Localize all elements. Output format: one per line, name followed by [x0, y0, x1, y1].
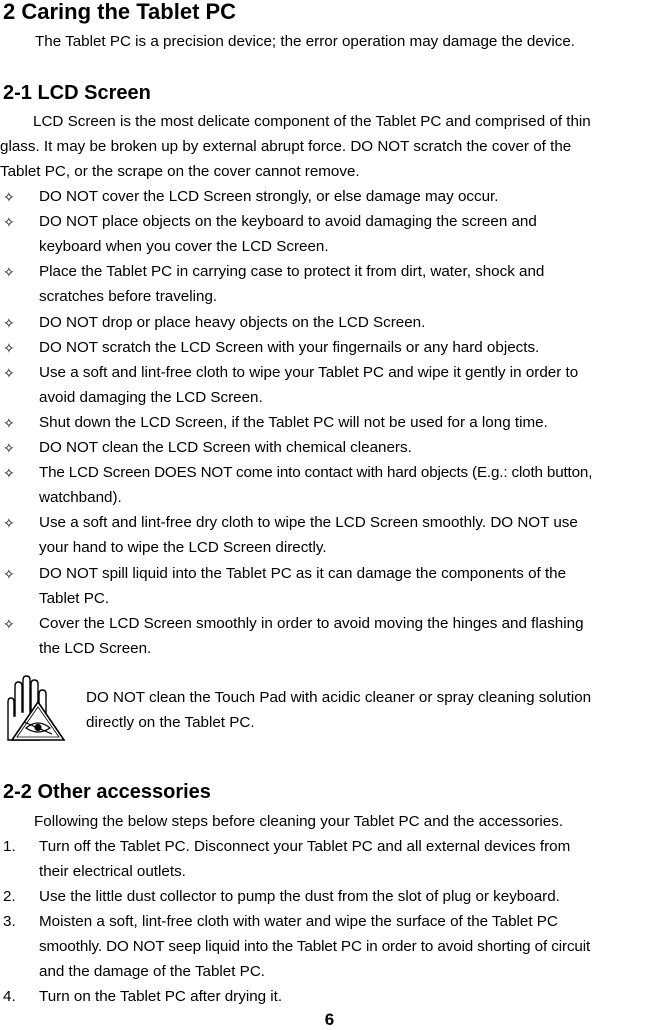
- warning-text-line-2: directly on the Tablet PC.: [86, 714, 255, 731]
- bullet-text: DO NOT place objects on the keyboard to avoid damaging the screen and: [39, 213, 537, 230]
- warning-text-line-1: DO NOT clean the Touch Pad with acidic cleaner or spray cleaning solution: [86, 689, 592, 706]
- diamond-bullet-icon: ✧: [3, 440, 15, 456]
- bullet-text: the LCD Screen.: [39, 640, 152, 657]
- diamond-bullet-icon: ✧: [3, 616, 15, 632]
- bullet-text: The LCD Screen DOES NOT come into contact with hard objects (E.g.: cloth button,: [39, 464, 593, 481]
- step-number: 1.: [3, 838, 16, 855]
- bullet-text: DO NOT scratch the LCD Screen with your fingernails or any hard objects.: [39, 339, 540, 356]
- step-number: 4.: [3, 988, 16, 1005]
- diamond-bullet-icon: ✧: [3, 465, 15, 481]
- diamond-bullet-icon: ✧: [3, 515, 15, 531]
- lcd-intro-line-1: LCD Screen is the most delicate component of the Tablet PC and comprised of thin: [33, 113, 591, 130]
- bullet-text: Use a soft and lint-free dry cloth to wipe the LCD Screen smoothly. DO NOT use: [39, 514, 578, 531]
- diamond-bullet-icon: ✧: [3, 566, 15, 582]
- section-title: 2 Caring the Tablet PC: [3, 0, 237, 24]
- page-number: 6: [324, 1010, 335, 1029]
- diamond-bullet-icon: ✧: [3, 189, 15, 205]
- bullet-text: scratches before traveling.: [39, 288, 218, 305]
- step-text: and the damage of the Tablet PC.: [39, 963, 266, 980]
- bullet-text: DO NOT spill liquid into the Tablet PC as it can damage the components of the: [39, 565, 567, 582]
- step-text: Moisten a soft, lint-free cloth with water and wipe the surface of the Tablet PC: [39, 913, 558, 930]
- step-text: smoothly. DO NOT seep liquid into the Tablet PC in order to avoid shorting of circuit: [39, 938, 591, 955]
- lcd-heading: 2-1 LCD Screen: [3, 82, 151, 104]
- step-text: their electrical outlets.: [39, 863, 186, 880]
- bullet-text: DO NOT cover the LCD Screen strongly, or else damage may occur.: [39, 188, 499, 205]
- step-text: Turn off the Tablet PC. Disconnect your Tablet PC and all external devices from: [39, 838, 571, 855]
- step-number: 3.: [3, 913, 16, 930]
- step-number: 2.: [3, 888, 16, 905]
- bullet-text: your hand to wipe the LCD Screen directly.: [39, 539, 327, 556]
- step-text: Use the little dust collector to pump the dust from the slot of plug or keyboard.: [39, 888, 560, 905]
- lcd-intro-line-2: glass. It may be broken up by external abrupt force. DO NOT scratch the cover of the: [0, 138, 572, 155]
- bullet-text: Cover the LCD Screen smoothly in order to avoid moving the hinges and flashing: [39, 615, 584, 632]
- diamond-bullet-icon: ✧: [3, 214, 15, 230]
- caution-hand-icon: [2, 672, 68, 742]
- bullet-text: avoid damaging the LCD Screen.: [39, 389, 263, 406]
- diamond-bullet-icon: ✧: [3, 365, 15, 381]
- bullet-text: watchband).: [39, 489, 122, 506]
- bullet-text: Use a soft and lint-free cloth to wipe your Tablet PC and wipe it gently in order to: [39, 364, 579, 381]
- diamond-bullet-icon: ✧: [3, 315, 15, 331]
- bullet-text: DO NOT drop or place heavy objects on the LCD Screen.: [39, 314, 426, 331]
- bullet-text: DO NOT clean the LCD Screen with chemical cleaners.: [39, 439, 412, 456]
- section-intro: The Tablet PC is a precision device; the error operation may damage the device.: [35, 33, 576, 50]
- diamond-bullet-icon: ✧: [3, 264, 15, 280]
- diamond-bullet-icon: ✧: [3, 415, 15, 431]
- accessories-intro: Following the below steps before cleaning your Tablet PC and the accessories.: [34, 813, 564, 830]
- bullet-text: Tablet PC.: [39, 590, 110, 607]
- bullet-text: keyboard when you cover the LCD Screen.: [39, 238, 329, 255]
- accessories-heading: 2-2 Other accessories: [3, 781, 211, 803]
- step-text: Turn on the Tablet PC after drying it.: [39, 988, 283, 1005]
- lcd-intro-line-3: Tablet PC, or the scrape on the cover cannot remove.: [0, 163, 360, 180]
- diamond-bullet-icon: ✧: [3, 340, 15, 356]
- bullet-text: Place the Tablet PC in carrying case to protect it from dirt, water, shock and: [39, 263, 545, 280]
- bullet-text: Shut down the LCD Screen, if the Tablet PC will not be used for a long time.: [39, 414, 548, 431]
